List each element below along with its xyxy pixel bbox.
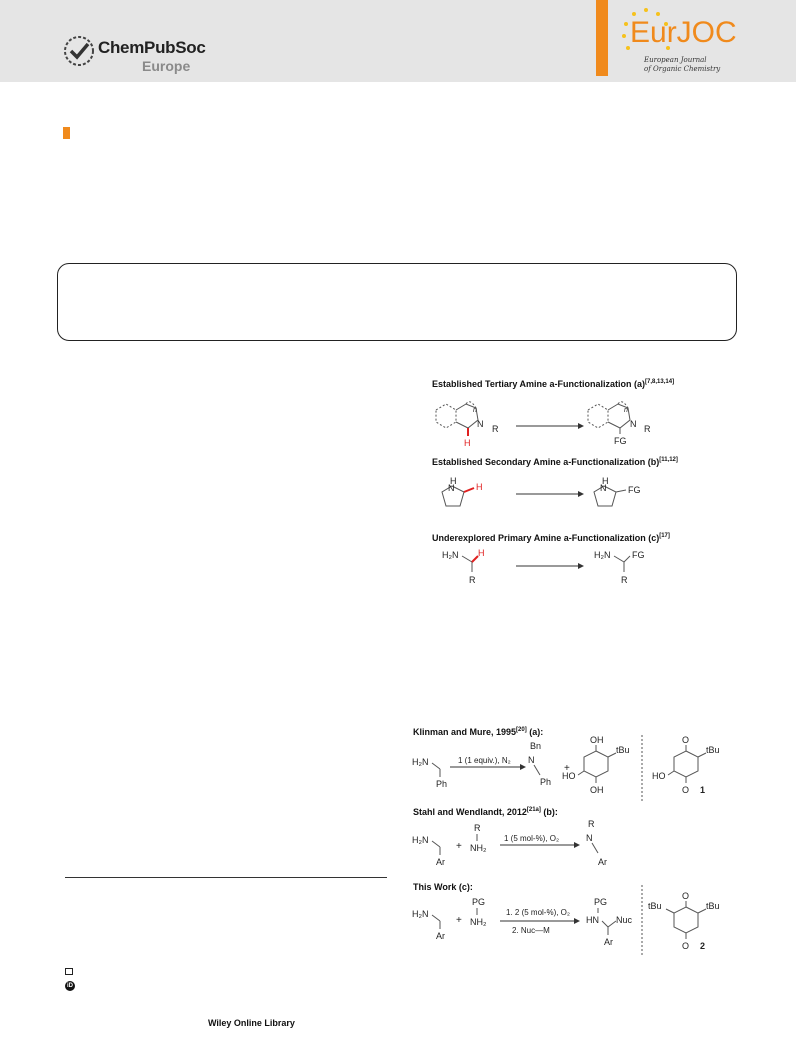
pyrrolidine-reactant [442, 486, 474, 506]
svg-text:H: H [450, 476, 457, 486]
scheme2-structures [408, 735, 738, 965]
journal-name: EurJOC [630, 16, 737, 49]
svg-text:n: n [624, 407, 628, 414]
quinone-2-ring [666, 901, 706, 939]
scheme1-c-title: Underexplored Primary Amine a-Functionalization (c)[17] [432, 533, 670, 543]
svg-text:tBu: tBu [616, 745, 630, 755]
svg-text:H₂N: H₂N [594, 550, 611, 560]
svg-text:tBu: tBu [706, 901, 720, 911]
scheme2-c-title: This Work (c): [413, 882, 473, 892]
svg-text:R: R [644, 424, 651, 434]
svg-text:+: + [564, 763, 570, 774]
svg-text:O: O [682, 941, 690, 951]
svg-text:H₂N: H₂N [412, 909, 429, 919]
svg-text:O: O [682, 735, 690, 745]
svg-text:+: + [456, 915, 462, 926]
svg-text:1. 2 (5 mol-%), O₂: 1. 2 (5 mol-%), O₂ [506, 908, 571, 917]
svg-text:NH₂: NH₂ [470, 917, 487, 927]
svg-text:H: H [602, 476, 609, 486]
svg-text:Ar: Ar [604, 937, 613, 947]
chempubsoc-logo [62, 20, 222, 76]
svg-text:N: N [586, 833, 593, 843]
journal-accent-bar [596, 0, 608, 76]
section-marker [63, 127, 70, 139]
chempubsoc-star-icon [62, 34, 96, 68]
svg-text:H: H [478, 548, 485, 558]
orcid-icon[interactable]: iD [67, 983, 73, 989]
eurjoc-logo [608, 0, 796, 82]
journal-subtitle-1: European Journal [644, 56, 707, 64]
pyrrolidine-product [594, 486, 626, 506]
svg-text:Ar: Ar [598, 857, 607, 867]
svg-text:H₂N: H₂N [442, 550, 459, 560]
svg-text:tBu: tBu [648, 901, 662, 911]
svg-text:N: N [630, 419, 637, 429]
svg-text:Ar: Ar [436, 931, 445, 941]
svg-text:R: R [474, 823, 481, 833]
svg-text:H: H [464, 438, 471, 448]
scheme1-a-title: Established Tertiary Amine a-Functionalization (a)[7,8,13,14] [432, 379, 675, 389]
svg-text:HN: HN [586, 915, 599, 925]
wiley-online-library-label: Wiley Online Library [208, 1018, 295, 1028]
publisher-name: ChemPubSoc [98, 38, 206, 57]
svg-text:R: R [469, 575, 476, 585]
svg-text:2. Nuc—M: 2. Nuc—M [512, 926, 550, 935]
svg-text:+: + [456, 841, 462, 852]
svg-text:PG: PG [594, 897, 608, 907]
svg-text:OH: OH [590, 735, 604, 745]
svg-text:Ph: Ph [540, 777, 552, 787]
svg-text:Nuc: Nuc [616, 915, 633, 925]
supporting-info-icon[interactable] [65, 968, 73, 975]
svg-text:R: R [492, 424, 499, 434]
svg-text:O: O [682, 891, 690, 901]
quinone-1-ring [668, 745, 706, 783]
scheme2-b-title: Stahl and Wendlandt, 2012[21a] (b): [413, 807, 558, 817]
scheme1-b-title: Established Secondary Amine a-Functionalization (b)[11,12] [432, 457, 678, 467]
svg-text:NH₂: NH₂ [470, 843, 487, 853]
svg-text:R: R [621, 575, 628, 585]
svg-text:1 (5 mol-%), O₂: 1 (5 mol-%), O₂ [504, 834, 560, 843]
svg-text:HO: HO [562, 771, 576, 781]
tetrahydroisoquinoline-reactant [436, 402, 478, 436]
svg-text:OH: OH [590, 785, 604, 795]
svg-text:FG: FG [628, 485, 641, 495]
svg-text:H: H [476, 482, 483, 492]
svg-text:N: N [477, 419, 484, 429]
svg-text:n: n [473, 407, 477, 414]
footnote-divider [65, 877, 387, 878]
svg-text:1 (1 equiv.), N₂: 1 (1 equiv.), N₂ [458, 756, 511, 765]
svg-text:HO: HO [652, 771, 666, 781]
svg-text:2: 2 [700, 941, 706, 951]
svg-text:Ph: Ph [436, 779, 448, 789]
svg-text:PG: PG [472, 897, 486, 907]
svg-text:N: N [600, 483, 607, 493]
abstract-box [57, 263, 737, 341]
scheme1-structures [428, 390, 748, 600]
svg-text:FG: FG [632, 550, 645, 560]
svg-text:1: 1 [700, 785, 706, 795]
svg-text:N: N [448, 483, 455, 493]
publisher-region: Europe [142, 58, 191, 74]
svg-text:Ar: Ar [436, 857, 445, 867]
hydroquinone-ring [578, 745, 616, 783]
svg-text:FG: FG [614, 436, 627, 446]
svg-text:tBu: tBu [706, 745, 720, 755]
svg-text:H₂N: H₂N [412, 835, 429, 845]
svg-text:R: R [588, 819, 595, 829]
svg-text:N: N [528, 755, 535, 765]
scheme2-a-title: Klinman and Mure, 1995[20] (a): [413, 727, 544, 737]
svg-text:O: O [682, 785, 690, 795]
svg-text:Bn: Bn [530, 741, 542, 751]
journal-subtitle-2: of Organic Chemistry [644, 65, 721, 73]
svg-text:H₂N: H₂N [412, 757, 429, 767]
